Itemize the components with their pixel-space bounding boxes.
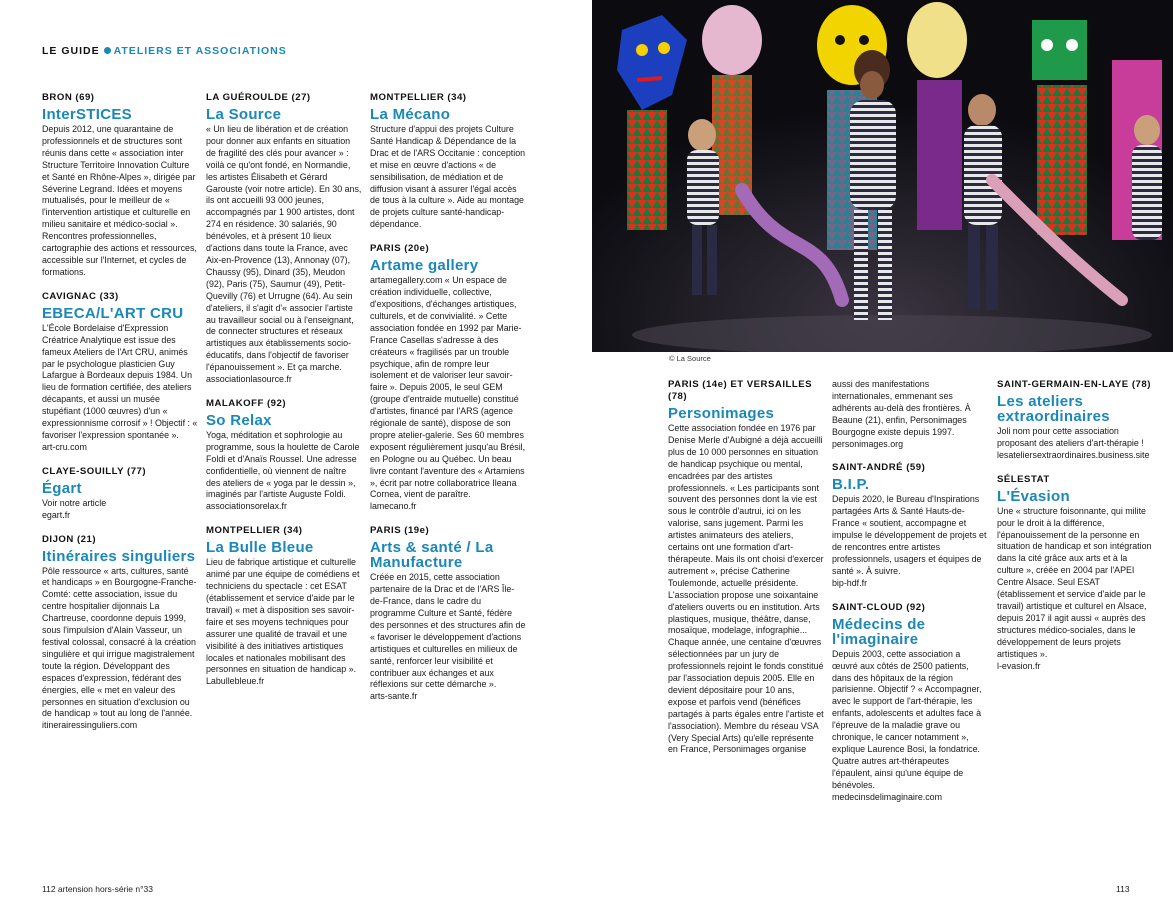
- column-4: [668, 379, 824, 768]
- column-6: [997, 379, 1153, 684]
- entry-name: Les ateliers extraordinaires: [997, 393, 1110, 425]
- column-3: [370, 92, 526, 715]
- entry-url[interactable]: l-evasion.fr: [997, 660, 1041, 671]
- entry-name: L'Évasion: [997, 487, 1070, 505]
- entry-text: Structure d'appui des projets Culture Santé Handicap & Dépendance de la Drac et de l'ARS Occitanie : conception et mise en œuvre d'actions « de sensibilisation, de médiation et de diffusion visant à assurer l'égal accès de tous à la culture ». Aide au montage de projets culture santé-handicap-dépendance.: [370, 124, 526, 230]
- entry-url[interactable]: lamecano.fr: [370, 501, 417, 512]
- entry-text: Une « structure foisonnante, qui milite pour le droit à la différence, l'épanouissement de la personne en situation de handicap et son intégration dans la cité grâce aux arts et à la culture », créée en 2004 par l'APEI Centre Alsace. Seul ESAT (établissement et service d'aide par le travail) artistique et culturel en Alsace, depuis 2017 il agit aussi « auprès des structures médico-sociales, dans le développement de leurs projets artistiques ».: [997, 505, 1152, 659]
- entry-location: SAINT-ANDRÉ (59): [832, 462, 926, 474]
- entry-text: Depuis 2003, cette association a œuvré aux côtés de 2500 patients, dans des hôpitaux de la région parisienne. Objectif ? « Accompagner, avec le support de l'art-thérapie, les enfants, adolescents et adultes face à l'épreuve de la maladie grave ou chronique, le cancer notamment », explique Laurence Bosi, la fondatrice. Quatre autres art-thérapeutes l'épaulent, ainsi qu'une équipe de bénévoles.: [832, 648, 982, 790]
- entry-name: InterSTICES: [42, 106, 132, 123]
- section-label: ATELIERS ET ASSOCIATIONS: [113, 45, 287, 57]
- entry-name: La Source: [206, 106, 282, 123]
- entry-location: MONTPELLIER (34): [206, 525, 303, 537]
- guide-entry: [997, 379, 1153, 462]
- entry-url[interactable]: medecinsdelimaginaire.com: [832, 791, 943, 802]
- column-5: [832, 379, 988, 815]
- entry-url[interactable]: associationlasource.fr: [206, 374, 292, 385]
- entry-url[interactable]: personimages.org: [832, 438, 904, 449]
- entry-location: SÉLESTAT: [997, 473, 1050, 485]
- entry-name: So Relax: [206, 411, 272, 429]
- entry-location: PARIS (14e) ET VERSAILLES (78): [668, 379, 812, 402]
- entry-name: EBECA/L'ART CRU: [42, 304, 184, 322]
- entry-text: Depuis 2012, une quarantaine de professionnels et de structures sont réunis dans cette « association inter Structure Territoire Innovation Culture et Santé en Rhône-Alpes », dirigée par Séverine Legrand. Idées et moyens mutualisés, pour le meilleur de « l'intervention artistique et culturelle en milieu sanitaire et médico-social ». Rencontres professionnelles, cartographie des actions et ressources, accessible sur l'Internet, et cycles de formations.: [42, 124, 197, 277]
- guide-entry: [832, 379, 988, 450]
- entry-name: Médecins de l'imaginaire: [832, 615, 926, 648]
- performance-photo: [592, 0, 1173, 352]
- entry-name: La Mécano: [370, 106, 451, 123]
- entry-url[interactable]: egart.fr: [42, 509, 71, 520]
- entry-location: LA GUÉROULDE (27): [206, 92, 311, 103]
- bullet-dot-icon: [104, 47, 111, 54]
- guide-label: LE GUIDE: [42, 45, 100, 57]
- entry-name: B.I.P.: [832, 476, 870, 494]
- entry-text: Cette association fondée en 1976 par Denise Merle d'Aubigné a déjà accueilli plus de 10 000 personnes en situation de handicap psychique ou mental, encadrées par des artistes professionnels. « Les participants sont souvent des personnes dont la vie est sous le contrôle d'autrui, ici on les valorise, sans jugement. Parmi les artistes animateurs des ateliers, certains ont une formation d'art-thérapeute. Mais ils ont choisi d'exercer autrement », précise Catherine Toulemonde, actuelle présidente. L'association propose une soixantaine d'ateliers ouverts ou en institution. Arts plastiques, musique, théâtre, danse, mosaïque, modelage, infographie... Chaque année, une centaine d'œuvres sélectionnées par un jury de professionnels rejoint le fonds constitué par l'association depuis 2005. Elle en devient dépositaire pour 10 ans, expose et parfois vend (bénéfices partagés à parts égales entre l'artiste et l'association). Membre du réseau VSA (Very Special Arts) qu'elle représente en France, Personimages organise: [668, 423, 824, 755]
- entry-text: Créée en 2015, cette association partenaire de la Drac et de l'ARS Île-de-France, dans le cadre du programme Culture et Santé, fédère des personnes et des structures afin de « favoriser le développement d'actions artistiques et culturelles en milieux de santé, renforcer leur visibilité et contribuer aux échanges et aux réflexions sur cette démarche ».: [370, 572, 526, 690]
- guide-entry: [832, 462, 988, 589]
- entry-location: DIJON (21): [42, 533, 97, 545]
- entry-text: artamegallery.com « Un espace de création individuelle, collective, d'expositions, d'échanges artistiques, culturels, et de convivialité. » Cette association fondée en 1992 par Marie-France Casellas s'adresse à des créateurs « fragilisés par un trouble psychique, afin de rompre leur isolement et de valoriser leur savoir-faire ». Depuis 2005, le seul GEM (groupe d'entraide mutuelle) constitué d'artistes, financé par l'ARS (agence régionale de santé), dispose de son propre atelier-galerie. Ses 60 membres exposent régulièrement jusqu'au Brésil, en Pologne ou au Québec. Un beau livre contant l'aventure des « Artamiens », écrit par notre collaboratrice Ileana Cornea, vient de paraître.: [370, 275, 526, 500]
- entry-text: Voir notre article: [42, 497, 107, 508]
- entry-text: Joli nom pour cette association proposant des ateliers d'art-thérapie !: [997, 426, 1144, 448]
- guide-entry: [832, 602, 988, 804]
- entry-location: CAVIGNAC (33): [42, 290, 119, 302]
- guide-entry: [42, 534, 198, 733]
- entry-url[interactable]: arts-sante.fr: [370, 691, 418, 702]
- guide-entry: [206, 92, 362, 386]
- photo-credit: © La Source: [669, 354, 711, 363]
- entry-url[interactable]: lesateliersextraordinaires.business.site: [997, 449, 1150, 460]
- guide-entry: [370, 92, 526, 231]
- guide-entry: [206, 398, 362, 513]
- dancers-illustration: [592, 0, 1173, 352]
- guide-entry: [668, 379, 824, 756]
- entry-location: SAINT-CLOUD (92): [832, 601, 926, 613]
- section-header: [42, 45, 287, 57]
- entry-name: Arts & santé / La Manufacture: [370, 539, 494, 572]
- entry-url[interactable]: itinerairessinguliers.com: [42, 720, 138, 731]
- entry-name: Artame gallery: [370, 257, 479, 275]
- entry-location: PARIS (20e): [370, 243, 430, 255]
- entry-text: « Un lieu de libération et de création pour donner aux enfants en situation de fragilité des clés pour avancer » : voilà ce qu'ont fondé, en Normandie, les artistes Élisabeth et Gérard Garouste (voir notre article). En 30 ans, ils ont accueilli 93 000 jeunes, accompagnés par 1 900 artistes, dont 274 en résidence. 30 salariés, 90 bénévoles, et à présent 10 lieux d'actions dans toute la France, avec Aix-en-Provence (13), Annonay (07), Chaussy (95), Dinard (35), Meudon (92), Paris (75), Saumur (49), Petit-Quevilly (76) et Urrugne (64). Au sein d'ateliers, il s'agit d'« associer l'artiste au travailleur social ou à l'enseignant, de connecter structures et réseaux artistiques aux établissements socio-éducatifs, dans l'objectif de favoriser l'épanouissement ». Et ça marche.: [206, 124, 362, 373]
- entry-text: Pôle ressource « arts, cultures, santé et handicaps » en Bourgogne-Franche-Comté: cette association, issue du centre hospitalier dijonnais La Chartreuse, coordonne depuis 1999, sous l'impulsion d'Alain Vasseur, un festival colossal, consacré à la création singulière et qui irrigue magistralement toute la région. Développant des espaces d'expression, fédérant des énergies, elle « met en valeur des personnes en situation d'exclusion ou de handicap » tout au long de l'année.: [42, 565, 197, 719]
- entry-location: MONTPELLIER (34): [370, 92, 467, 103]
- entry-text: aussi des manifestations internationales, emmenant ses adhérents au-delà des frontières. À Beaune (21), enfin, Personimages Bourgogne existe depuis 1997.: [832, 379, 971, 437]
- entry-location: BRON (69): [42, 92, 95, 103]
- entry-url[interactable]: bip-hdf.fr: [832, 577, 868, 588]
- entry-location: CLAYE-SOUILLY (77): [42, 465, 147, 477]
- column-2: [206, 92, 362, 700]
- page-number-left: 112 artension hors-série n°33: [42, 884, 153, 894]
- entry-name: Égart: [42, 479, 82, 497]
- guide-entry: [42, 291, 198, 454]
- guide-entry: [370, 525, 526, 703]
- guide-entry: [997, 474, 1153, 673]
- entry-url[interactable]: associationsorelax.fr: [206, 501, 287, 512]
- entry-text: L'École Bordelaise d'Expression Créatrice Analytique est issue des fameux Ateliers de l'Art CRU, animés par le psychologue plasticien Guy Lafargue à Bordeaux depuis 1984. Un lieu de formation certifiée, des ateliers décapants, et aussi un musée stupéfiant (1000 œuvres) d'un « expressionnisme corrosif » ! Objectif : « favoriser l'expression spontanée ».: [42, 322, 198, 440]
- entry-name: La Bulle Bleue: [206, 539, 314, 557]
- entry-location: PARIS (19e): [370, 525, 430, 537]
- guide-entry: [206, 525, 362, 688]
- entry-location: MALAKOFF (92): [206, 397, 287, 409]
- entry-text: Yoga, méditation et sophrologie au programme, sous la houlette de Carole Foldi et d'Anaïs Roussel. Une adresse confidentielle, où viennent de naître des ateliers de « yoga par le dessin », imaginés par l'artiste Auguste Foldi.: [206, 429, 360, 500]
- column-1: [42, 92, 198, 744]
- entry-text: Lieu de fabrique artistique et culturelle animé par une équipe de comédiens et techniciens du spectacle : cet ESAT (établissement et service d'aide par le travail) « met à disposition ses savoir-faire et ses moyens techniques pour assurer une qualité de travail et une visibilité à des initiatives artistiques locales et nationales mobilisant des personnes en situation de handicap ».: [206, 557, 360, 675]
- entry-location: SAINT-GERMAIN-EN-LAYE (78): [997, 379, 1151, 390]
- entry-url[interactable]: art-cru.com: [42, 441, 87, 452]
- page-number-right: 113: [1116, 884, 1130, 894]
- guide-entry: [42, 92, 198, 279]
- entry-name: Itinéraires singuliers: [42, 547, 196, 565]
- entry-name: Personimages: [668, 405, 775, 422]
- guide-entry: [370, 243, 526, 513]
- entry-url[interactable]: Labullebleue.fr: [206, 676, 265, 687]
- guide-entry: [42, 466, 198, 522]
- entry-text: Depuis 2020, le Bureau d'Inspirations partagées Arts & Santé Hauts-de-France « soutient, accompagne et impulse le développement de projets et de rencontres entre artistes professionnels, usagers et équipes de santé ». À suivre.: [832, 494, 987, 576]
